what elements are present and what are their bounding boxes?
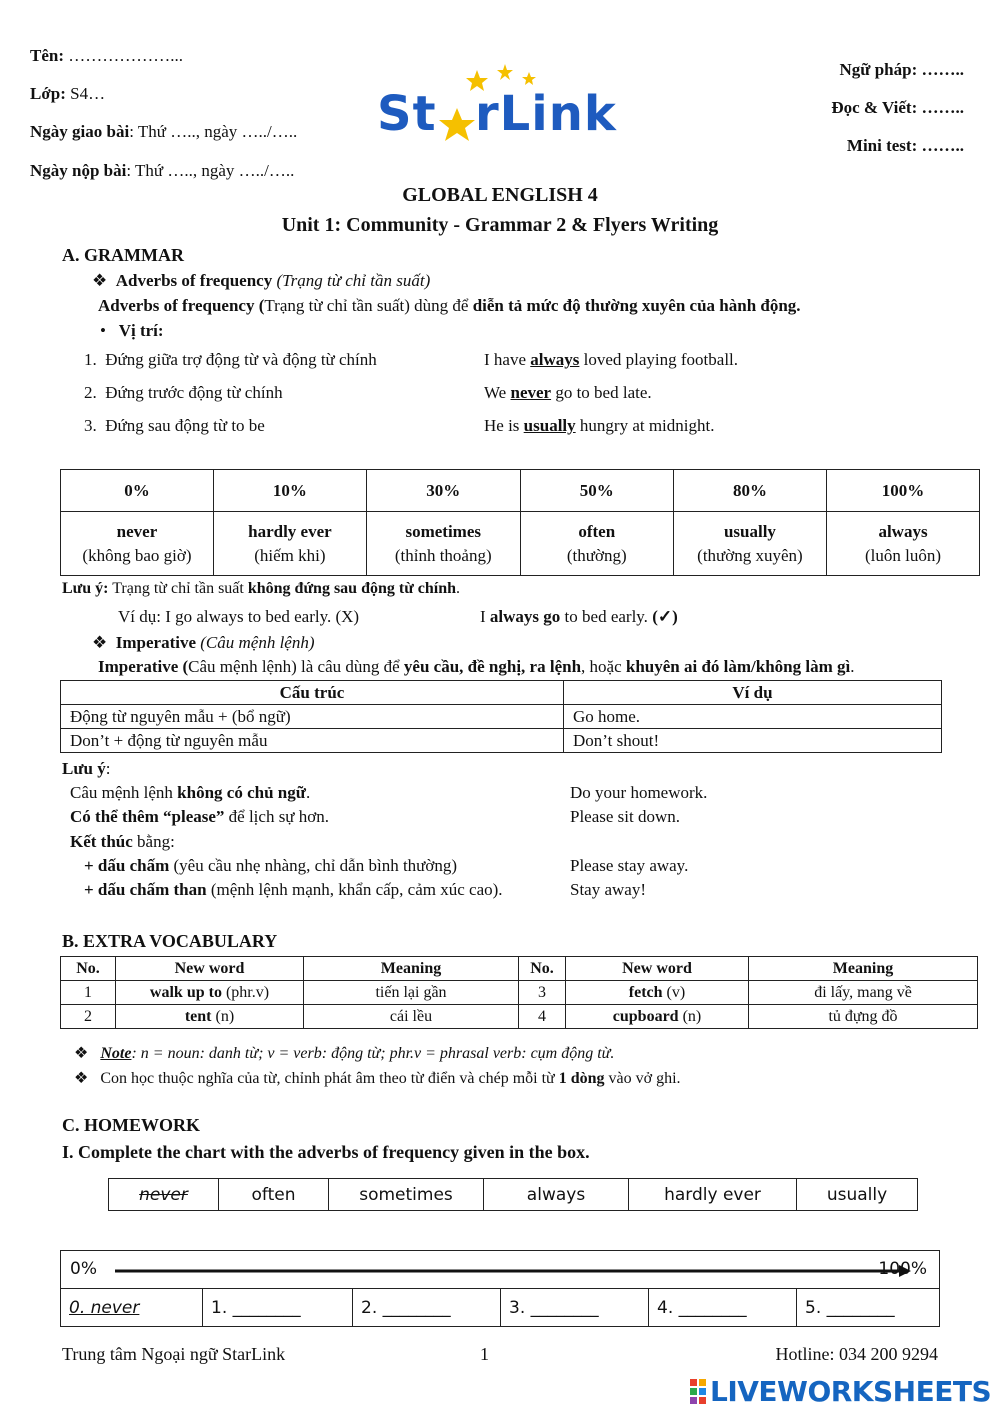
- imperative-note-label: Lưu ý:: [62, 759, 111, 778]
- homework-heading: C. HOMEWORK: [62, 1115, 200, 1135]
- class-line: Lớp: S4…: [30, 84, 106, 103]
- freq-word-cell: always (luôn luôn): [827, 512, 980, 576]
- pct-cell: 80%: [673, 470, 826, 512]
- freq-word-cell: often (thường): [520, 512, 673, 576]
- vocab-word: tent (n): [116, 1005, 304, 1029]
- vocab-heading: B. EXTRA VOCABULARY: [62, 931, 278, 951]
- adverbs-title: ❖ Adverbs of frequency (Trạng từ chỉ tần suất): [92, 271, 431, 290]
- adverbs-definition: Adverbs of frequency (Trạng từ chỉ tần suất) dùng để diễn tả mức độ thường xuyên của hành động.: [98, 296, 801, 315]
- word-box-item: sometimes: [329, 1179, 484, 1211]
- pct-cell: 10%: [213, 470, 366, 512]
- pct-cell: 100%: [827, 470, 980, 512]
- pct-cell: 30%: [366, 470, 520, 512]
- vocab-word: cupboard (n): [566, 1005, 749, 1029]
- diamond-bullet-icon: ❖: [74, 1070, 89, 1087]
- frequency-word-row: [61, 512, 980, 576]
- position-label: • Vị trí:: [100, 321, 164, 340]
- word-box-item: never: [109, 1179, 219, 1211]
- position-example-3: He is usually hungry at midnight.: [484, 416, 715, 435]
- hotline: Hotline: 034 200 9294: [775, 1344, 938, 1364]
- imperative-header-structure: Cấu trúc: [61, 681, 564, 705]
- answer-row: [61, 1289, 940, 1327]
- vocab-word: walk up to (phr.v): [116, 981, 304, 1005]
- freq-word-cell: sometimes (thỉnh thoảng): [366, 512, 520, 576]
- imp-note-2-example: Please sit down.: [570, 807, 681, 826]
- example-wrong: Ví dụ: I go always to bed early. (X): [118, 607, 360, 626]
- table-row: [61, 705, 942, 729]
- imp-note-5: + dấu chấm than (mệnh lệnh mạnh, khẩn cấp, cảm xúc cao).: [84, 880, 503, 899]
- word-box: [108, 1178, 918, 1211]
- vocab-header: No.: [519, 957, 566, 981]
- answer-blank-3[interactable]: 3. ________: [501, 1289, 649, 1327]
- check-icon: (✓): [652, 607, 678, 626]
- grammar-heading: A. GRAMMAR: [62, 245, 184, 265]
- vocab-no: 3: [519, 981, 566, 1005]
- imp-note-5-example: Stay away!: [570, 880, 647, 899]
- page-number: 1: [480, 1344, 489, 1364]
- submit-date-line: Ngày nộp bài: Thứ ….., ngày …../…..: [30, 161, 295, 180]
- vocab-meaning: tủ đựng đồ: [749, 1005, 978, 1029]
- vocab-table: [60, 956, 978, 1029]
- footer-center-name: Trung tâm Ngoại ngữ StarLink: [62, 1344, 286, 1364]
- imp-note-3: Kết thúc bằng:: [70, 832, 175, 851]
- imp-note-1: Câu mệnh lệnh không có chủ ngữ.: [70, 783, 311, 802]
- imperative-example-cell: Don’t shout!: [564, 729, 942, 753]
- watermark-text: LIVEWORKSHEETS: [710, 1375, 992, 1408]
- rw-score: Đọc & Viết: ……..: [831, 98, 964, 117]
- position-rule-2: 2. Đứng trước động từ chính: [84, 383, 283, 402]
- position-rule-3: 3. Đứng sau động từ to be: [84, 416, 265, 435]
- answer-blank-5[interactable]: 5. ________: [797, 1289, 940, 1327]
- vocab-word: fetch (v): [566, 981, 749, 1005]
- adverb-note: Lưu ý: Trạng từ chỉ tần suất không đứng sau động từ chính.: [62, 580, 461, 597]
- answer-blank-1[interactable]: 1. ________: [203, 1289, 353, 1327]
- vocab-header: Meaning: [304, 957, 519, 981]
- logo-text-2: rLink: [475, 86, 617, 142]
- vocab-header: Meaning: [749, 957, 978, 981]
- imp-note-4: + dấu chấm (yêu cầu nhẹ nhàng, chỉ dẫn bình thường): [84, 856, 458, 875]
- scale-start: 0%: [70, 1259, 97, 1279]
- pct-cell: 50%: [520, 470, 673, 512]
- scale-cell: [61, 1251, 940, 1289]
- scale-row: [61, 1251, 940, 1289]
- vocab-header: New word: [116, 957, 304, 981]
- freq-word-cell: never (không bao giờ): [61, 512, 214, 576]
- assign-date-line: Ngày giao bài: Thứ ….., ngày …../…..: [30, 122, 298, 141]
- vocab-no: 4: [519, 1005, 566, 1029]
- imperative-title: ❖ Imperative (Câu mệnh lệnh): [92, 633, 315, 652]
- vocab-header-row: [61, 957, 978, 981]
- position-example-1: I have always loved playing football.: [484, 350, 739, 369]
- grammar-score: Ngữ pháp: ……..: [839, 60, 964, 79]
- imperative-definition: Imperative (Câu mệnh lệnh) là câu dùng để yêu cầu, đề nghị, ra lệnh, hoặc khuyên ai đó làm/không làm gì.: [98, 657, 855, 676]
- word-box-row: [109, 1179, 918, 1211]
- imp-note-2: Có thể thêm “please” để lịch sự hơn.: [70, 807, 330, 826]
- imp-note-1-example: Do your homework.: [570, 783, 708, 802]
- bullet-icon: •: [100, 321, 106, 340]
- scale-end: 100%: [878, 1259, 927, 1279]
- table-row: [61, 729, 942, 753]
- answer-blank-2[interactable]: 2. ________: [353, 1289, 501, 1327]
- vocab-instruction: ❖ Con học thuộc nghĩa của từ, chỉnh phát âm theo từ điển và chép mỗi từ 1 dòng vào vở ghi.: [74, 1070, 681, 1087]
- answer-example: 0. never: [61, 1289, 203, 1327]
- vocab-meaning: tiến lại gần: [304, 981, 519, 1005]
- imperative-example-cell: Go home.: [564, 705, 942, 729]
- table-row: [61, 1005, 978, 1029]
- imperative-structure-cell: Động từ nguyên mẫu + (bổ ngữ): [61, 705, 564, 729]
- word-box-item: usually: [797, 1179, 918, 1211]
- imperative-header-row: [61, 681, 942, 705]
- vocab-note: ❖ Note: n = noun: danh từ; v = verb: động từ; phr.v = phrasal verb: cụm động từ.: [74, 1045, 615, 1062]
- starlink-logo: [377, 64, 627, 144]
- arrow-right-icon: [115, 1265, 915, 1277]
- freq-word-cell: hardly ever (hiếm khi): [213, 512, 366, 576]
- pct-cell: 0%: [61, 470, 214, 512]
- diamond-bullet-icon: ❖: [74, 1045, 89, 1062]
- imperative-structure-cell: Don’t + động từ nguyên mẫu: [61, 729, 564, 753]
- minitest-score: Mini test: ……..: [846, 136, 964, 155]
- diamond-bullet-icon: ❖: [92, 633, 108, 652]
- frequency-pct-row: [61, 470, 980, 512]
- doc-subtitle: Unit 1: Community - Grammar 2 & Flyers Writing: [281, 214, 719, 236]
- homework-task: I. Complete the chart with the adverbs of frequency given in the box.: [62, 1142, 590, 1162]
- name-line: Tên: ………………...: [30, 46, 183, 65]
- vocab-no: 2: [61, 1005, 116, 1029]
- example-right: I always go to bed early. (✓): [480, 607, 678, 626]
- vocab-no: 1: [61, 981, 116, 1005]
- logo-text-1: St: [377, 86, 437, 142]
- vocab-meaning: đi lấy, mang về: [749, 981, 978, 1005]
- vocab-meaning: cái lều: [304, 1005, 519, 1029]
- position-rule-1: 1. Đứng giữa trợ động từ và động từ chính: [84, 350, 377, 369]
- imperative-header-example: Ví dụ: [564, 681, 942, 705]
- imp-note-4-example: Please stay away.: [570, 856, 689, 875]
- word-box-item: hardly ever: [629, 1179, 797, 1211]
- vocab-header: No.: [61, 957, 116, 981]
- word-box-item: often: [219, 1179, 329, 1211]
- diamond-bullet-icon: ❖: [92, 271, 108, 290]
- table-row: [61, 981, 978, 1005]
- freq-word-cell: usually (thường xuyên): [673, 512, 826, 576]
- frequency-table: [60, 469, 980, 576]
- answer-chart: [60, 1250, 940, 1327]
- position-example-2: We never go to bed late.: [484, 383, 652, 402]
- vocab-header: New word: [566, 957, 749, 981]
- imperative-table: [60, 680, 942, 753]
- answer-blank-4[interactable]: 4. ________: [649, 1289, 797, 1327]
- liveworksheets-watermark: [690, 1375, 990, 1409]
- doc-title: GLOBAL ENGLISH 4: [402, 184, 598, 206]
- word-box-item: always: [484, 1179, 629, 1211]
